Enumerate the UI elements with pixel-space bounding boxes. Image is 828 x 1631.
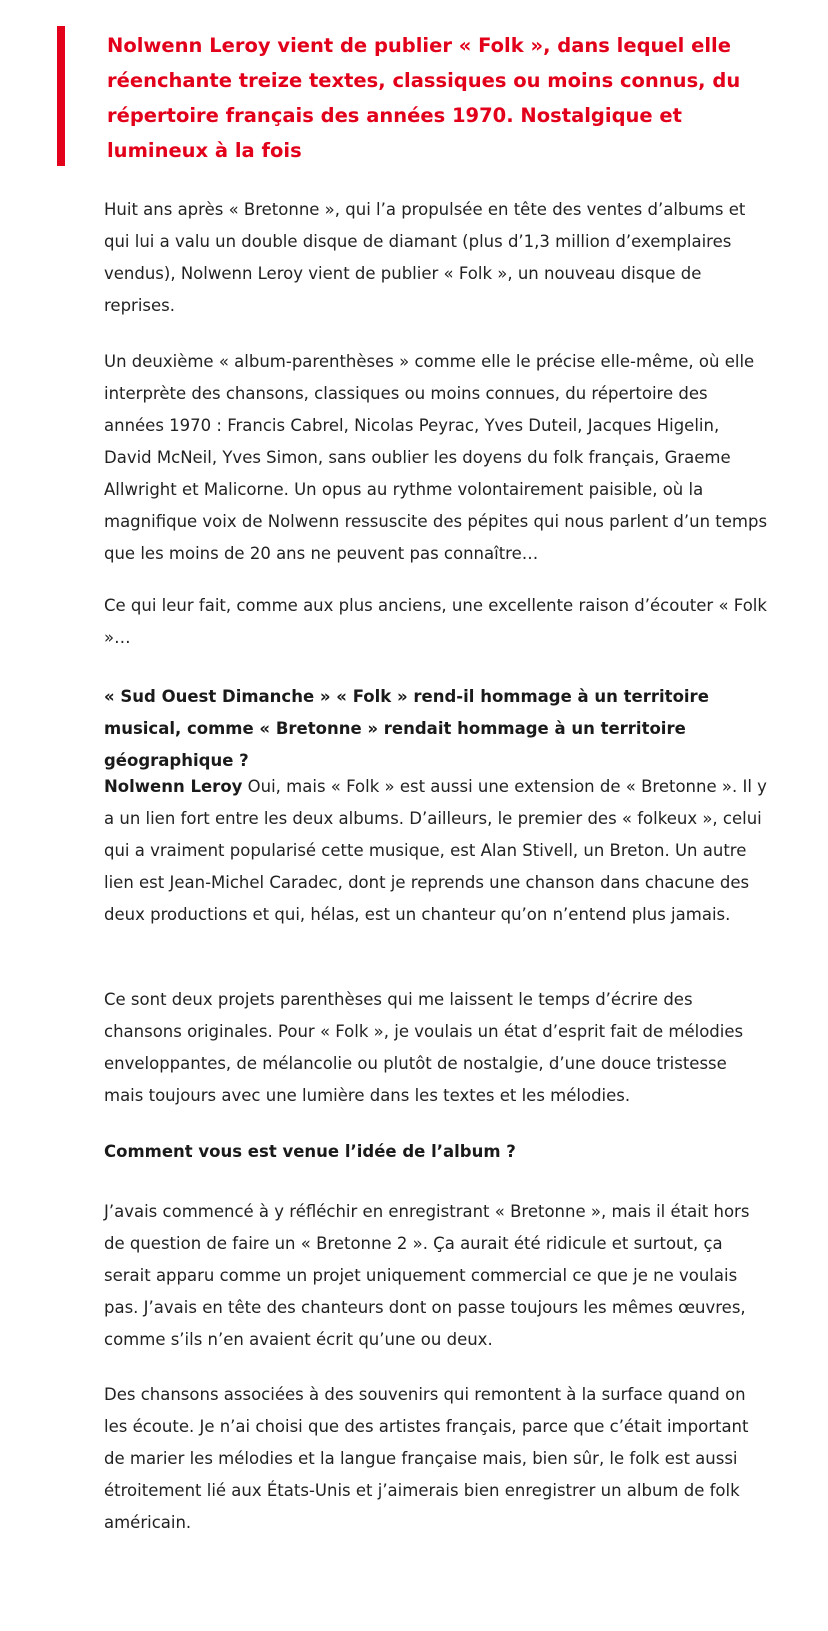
paragraph: Un deuxième « album-parenthèses » comme elle le précise elle-même, où elle interprète des chansons, classiques ou moins connues, du répertoire des années 1970 : Francis Cabrel, Nicolas Peyrac, Yves Duteil, Jacques Higelin, David McNeil, Yves Simon, sans oublier les doyens du folk français, Graeme Allwright et Malicorne. Un opus au rythme volontairement paisible, où la magnifique voix de Nolwenn ressuscite des pépites qui nous parlent d’un temps que les moins de 20 ans ne peuvent pas connaître…: [104, 352, 768, 563]
paragraph: Huit ans après « Bretonne », qui l’a propulsée en tête des ventes d’albums et qui lui a valu un double disque de diamant (plus d’1,3 million d’exemplaires vendus), Nolwenn Leroy vient de publier « Folk », un nouveau disque de reprises.: [104, 200, 746, 315]
interview-question: « Sud Ouest Dimanche » « Folk » rend-il hommage à un territoire musical, comme « Bretonne » rendait hommage à un territoire géographique ?: [104, 687, 709, 770]
lead-text: Nolwenn Leroy vient de publier « Folk », dans lequel elle réenchante treize textes, classiques ou moins connus, du répertoire français des années 1970. Nostalgique et lumineux à la fois: [107, 34, 741, 162]
paragraph: Ce sont deux projets parenthèses qui me laissent le temps d’écrire des chansons originales. Pour « Folk », je voulais un état d’esprit fait de mélodies enveloppantes, de mélancolie ou plutôt de nostalgie, d’une douce tristesse mais toujours avec une lumière dans les textes et les mélodies.: [104, 990, 744, 1105]
answer-text: Oui, mais « Folk » est aussi une extension de « Bretonne ». Il y a un lien fort entre les deux albums. D’ailleurs, le premier des « folkeux », celui qui a vraiment popularisé cette musique, est Alan Stivell, un Breton. Un autre lien est Jean-Michel Caradec, dont je reprends une chanson dans chacune des deux productions et qui, hélas, est un chanteur qu’on n’entend plus jamais.: [104, 777, 767, 924]
speaker-name: Nolwenn Leroy: [104, 777, 243, 796]
interview-answer: [104, 771, 769, 931]
paragraph: Ce qui leur fait, comme aux plus anciens, une excellente raison d’écouter « Folk »…: [104, 596, 767, 647]
paragraph: Des chansons associées à des souvenirs qui remontent à la surface quand on les écoute. Je n’ai choisi que des artistes français, parce que c’était important de marier les mélodies et la langue française mais, bien sûr, le folk est aussi étroitement lié aux États-Unis et j’aimerais bien enregistrer un album de folk américain.: [104, 1385, 749, 1532]
interview-question: Comment vous est venue l’idée de l’album ?: [104, 1142, 516, 1161]
paragraph: J’avais commencé à y réfléchir en enregistrant « Bretonne », mais il était hors de question de faire un « Bretonne 2 ». Ça aurait été ridicule et surtout, ça serait apparu comme un projet uniquement commercial ce que je ne voulais pas. J’avais en tête des chanteurs dont on passe toujours les mêmes œuvres, comme s’ils n’en avaient écrit qu’une ou deux.: [104, 1202, 750, 1349]
article-lead: [57, 26, 757, 166]
